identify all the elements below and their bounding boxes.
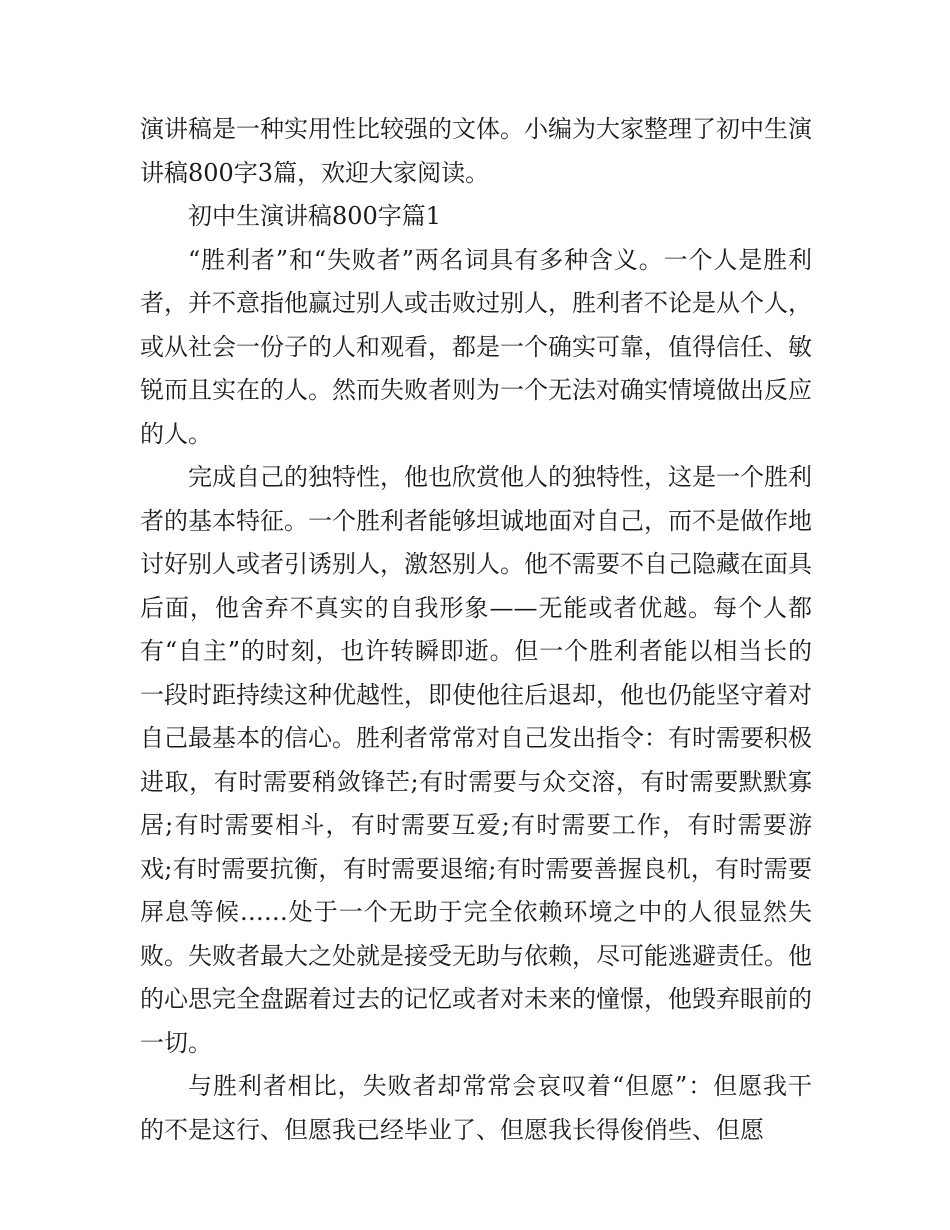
section-title: 初中生演讲稿800字篇1 <box>188 202 442 230</box>
document-body <box>140 108 812 1152</box>
body-paragraph-3: 与胜利者相比，失败者却常常会哀叹着“但愿”：但愿我干的不是这行、但愿我已经毕业了、但愿我长得俊俏些、但愿 <box>140 1072 812 1144</box>
intro-paragraph: 演讲稿是一种实用性比较强的文体。小编为大家整理了初中生演讲稿800字3篇，欢迎大家阅读。 <box>140 115 812 187</box>
body-paragraph-2: 完成自己的独特性，他也欣赏他人的独特性，这是一个胜利者的基本特征。一个胜利者能够坦诚地面对自己，而不是做作地讨好别人或者引诱别人，激怒别人。他不需要不自己隐藏在面具后面，他舍弃不真实的自我形象——无能或者优越。每个人都有“自主”的时刻，也许转瞬即逝。但一个胜利者能以相当长的一段时距持续这种优越性，即使他往后退却，他也仍能坚守着对自己最基本的信心。胜利者常常对自己发出指令：有时需要积极进取，有时需要稍敛锋芒;有时需要与众交溶，有时需要默默寡居;有时需要相斗，有时需要互爱;有时需要工作，有时需要游戏;有时需要抗衡，有时需要退缩;有时需要善握良机，有时需要屏息等候……处于一个无助于完全依赖环境之中的人很显然失败。失败者最大之处就是接受无助与依赖，尽可能逃避责任。他的心思完全盘踞着过去的记忆或者对未来的憧憬，他毁弃眼前的一切。 <box>140 463 812 1057</box>
body-paragraph-1: “胜利者”和“失败者”两名词具有多种含义。一个人是胜利者，并不意指他赢过别人或击败过别人，胜利者不论是从个人，或从社会一份子的人和观看，都是一个确实可靠，值得信任、敏锐而且实在的人。然而失败者则为一个无法对确实情境做出反应的人。 <box>140 245 812 448</box>
